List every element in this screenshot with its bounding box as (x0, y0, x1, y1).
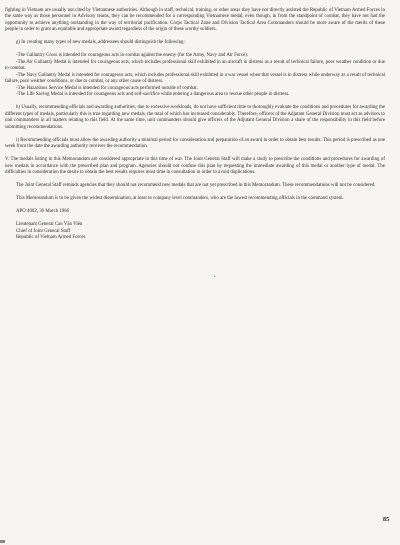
signature-name: Lieutenant General Cao Văn Viên (16, 222, 83, 228)
paragraph-g-intro: g) In creating many types of new medals, addressees should distinguish the following: (16, 40, 185, 46)
medal-life-saving: -The Life Saving Medal is intended for courageous acts and self-sacrifice while entering a dangerous area to rescue other people in distress. (16, 92, 290, 98)
scan-edge-mark (0, 540, 5, 543)
medal-air-gallantry: -The Air Gallantry Medal is intended for courageous acts, which includes professional skill exhibited in an aircraft in distress as a result of technical failure, poor weather condition or due to combat. (5, 59, 385, 72)
paragraph-continuation: fighting in Vietnam are usually not cited by Vietnamese authorities. Although in staff, technical, training, or other areas they have not directly assisted the Republic of Vietnam Armed Forces in the same way as those personnel in Advisory teams, they can be recommended for a corresponding Vietnamese medal, even though, in from the standpoint of combat, they have not had the opportunity to achieve anything outstanding in the way of territorial pacification. Corps Tactical Zone and Division Tactical Area Commanders should be more aware of the merits of these people in order to grant an equitable and appropriate award regardless of the origin of these worthy soldiers. (5, 8, 385, 33)
medal-hazardous-service: -The Hazardous Service Medal is intended for courageous acts performed outside of combat. (16, 85, 198, 91)
paragraph-h: h) Usually, recommending officials and awarding authorities, due to excessive workloads, do not have sufficient time to thoroughly evaluate the conditions and procedures for awarding the different types of medals, particularly this is true regarding new medals, the total of which has increased considerably. Therefore, officers of the Adjutant General Division must act as advisors to unit commanders in all matters relating to this field. At the same time, unit commanders should give officers of the Adjutant General Division a share of the responsibility in this field before submitting recommendations. (5, 105, 385, 130)
scan-speck (214, 276, 215, 277)
signature-title: Chief of Joint General Staff (16, 228, 71, 234)
signature-organization: Republic of Vietnam Armed Forces (16, 235, 86, 241)
medal-navy-gallantry: -The Navy Gallantry Medal is intended for courageous acts, which includes professional skill exhibited in a war vessel when that vessel is in distress while underway as a result of technical failure, poor weather conditions, or due to combat, or any other cause of distress. (5, 72, 386, 85)
date-line: APO 4002, 30 March 1966 (16, 209, 70, 215)
paragraph-i: i) Recommending officials must allow the awarding authority a minimal period for consideration and preparation of an award in order to obtain best results. This period is prescribed as one week from the date the awarding authority receives the recommendation. (5, 137, 385, 150)
document-body (5, 8, 385, 242)
page-number: 85 (383, 516, 390, 523)
paragraph-dissemination: This Memorandum is to be given the widest dissemination, at least to company level commanders, who are the lowest recommending officials in the command system. (16, 196, 344, 202)
section-v: V. The medals listing in this Memorandum are considered appropriate in this time of war. The Joint General Staff will make a study to prescribe the conditions and procedures for awarding of new medals in accordance with the prescribed plan and program. Agencies should not confuse this plan by requesting the immediate awarding of this medal or another type of medal. The difficulties in consideration the desire to obtain the best results requires must time in consultation in order to avoid duplications. (5, 157, 385, 176)
paragraph-reminder: The Joint General Staff reminds agencies that they should not recommend new medals that are not yet prescribed in this Memorandum. These recommendations will not be considered. (16, 183, 376, 189)
medal-gallantry-cross: -The Gallantry Cross is intended for courageous acts in combat against the enemy (for the Army, Navy and Air Force). (16, 53, 249, 59)
